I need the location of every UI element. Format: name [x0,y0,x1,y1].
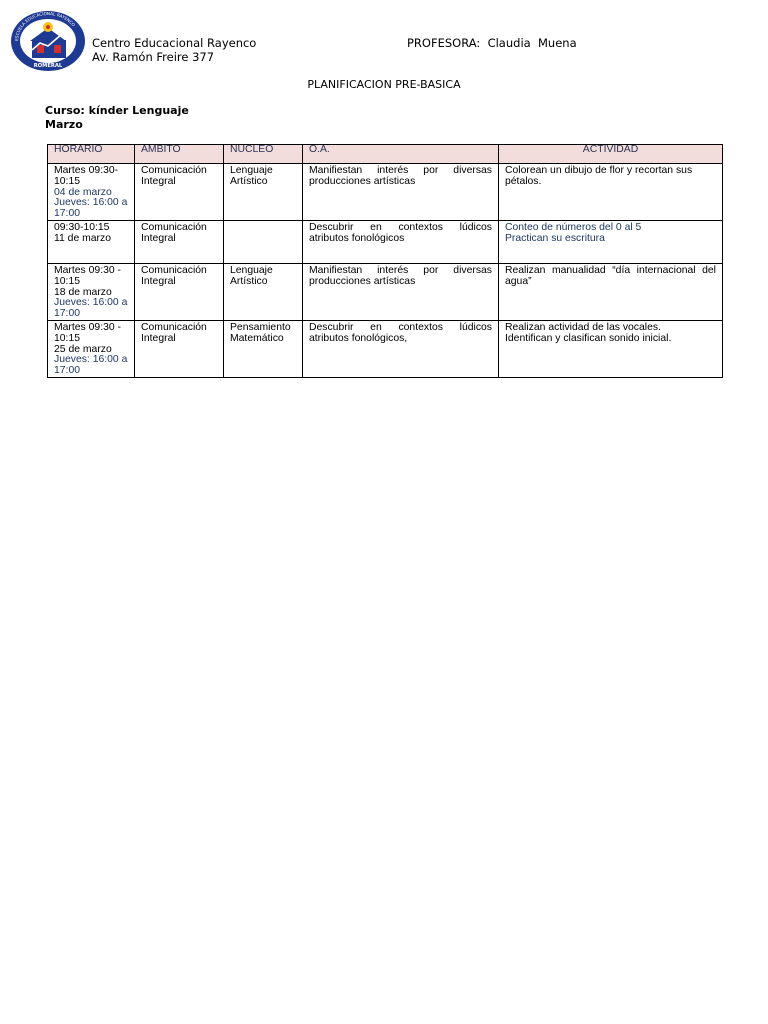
course-name: Curso: kínder Lenguaje [45,104,189,117]
school-info [92,36,256,64]
cell-horario [48,220,135,263]
horario-time: 09:30-10:15 [54,221,110,233]
cell-horario [48,263,135,320]
cell-oa: Descubrir en contextos lúdicos atributos fonológicos [303,220,499,263]
cell-actividad [499,263,723,320]
table-row [48,263,723,320]
actividad-text-2: Identifican y clasifican sonido inicial. [505,332,672,344]
school-logo [10,10,86,72]
table-row [48,164,723,221]
school-address: Av. Ramón Freire 377 [92,50,215,64]
cell-oa: Descubrir en contextos lúdicos atributos fonológicos, [303,320,499,377]
cell-horario [48,164,135,221]
horario-date: 18 de marzo [54,286,112,298]
cell-horario [48,320,135,377]
cell-nucleo [224,220,303,263]
cell-ambito: Comunicación Integral [135,320,224,377]
horario-time: Martes 09:30-10:15 [54,165,119,187]
horario-date: 25 de marzo [54,343,112,355]
logo-ring-text: ESCUELA EDUCACIONAL RAYENCO [13,10,77,42]
actividad-text: Realizan manualidad “día internacional del agua” [505,264,716,287]
actividad-text-2: Practican su escritura [505,232,605,244]
horario-date: 11 de marzo [54,232,111,244]
header-horario: HORARIO [48,145,135,164]
actividad-text: Conteo de números del 0 al 5 [505,221,642,233]
horario-thursday: Jueves: 16:00 a 17:00 [54,197,128,220]
header-nucleo: NUCLEO [224,145,303,164]
cell-actividad [499,320,723,377]
cell-oa: Manifiestan interés por diversas producciones artísticas [303,263,499,320]
cell-ambito: Comunicación Integral [135,220,224,263]
horario-thursday: Jueves: 16:00 a 17:00 [54,297,128,320]
document-title: PLANIFICACION PRE-BASICA [307,78,461,91]
course-month: Marzo [45,118,83,131]
actividad-text: Colorean un dibujo de flor y recortan sus pétalos. [505,165,693,187]
logo-bottom-text: ROMERAL [33,63,63,69]
cell-ambito: Comunicación Integral [135,164,224,221]
course-info [45,104,189,132]
cell-ambito: Comunicación Integral [135,263,224,320]
horario-time: Martes 09:30 - 10:15 [54,264,121,287]
planning-table [47,144,723,378]
table-row [48,320,723,377]
teacher-name: PROFESORA: Claudia Muena [407,36,577,50]
horario-thursday: Jueves: 16:00 a 17:00 [54,354,128,377]
header-oa: O.A. [303,145,499,164]
cell-oa: Manifiestan interés por diversas producciones artísticas [303,164,499,221]
cell-actividad [499,220,723,263]
table-row [48,220,723,263]
cell-nucleo: Pensamiento Matemático [224,320,303,377]
school-name: Centro Educacional Rayenco [92,36,257,50]
table-header-row [48,145,723,164]
horario-time: Martes 09:30 - 10:15 [54,321,121,344]
cell-nucleo: Lenguaje Artístico [224,263,303,320]
cell-nucleo: Lenguaje Artístico [224,164,303,221]
horario-date: 04 de marzo [54,186,112,198]
header-ambito: AMBITO [135,145,224,164]
cell-actividad [499,164,723,221]
actividad-text: Realizan actividad de las vocales. [505,321,661,333]
header-actividad: ACTIVIDAD [499,145,723,164]
